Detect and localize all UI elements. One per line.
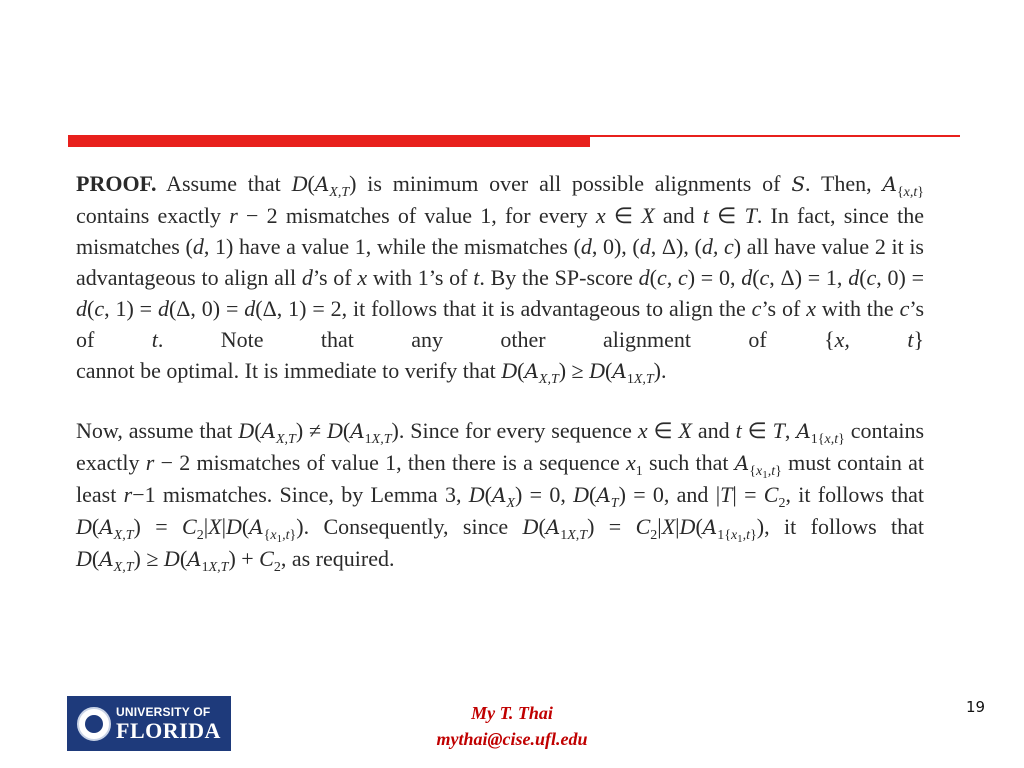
logo-line-1: UNIVERSITY OF — [116, 704, 211, 719]
proof-paragraph-1-end: cannot be optimal. It is immediate to verify that $D(A_{X,T}) \ge D(A_{1X,T})$. — [76, 358, 667, 387]
proof-text — [76, 168, 924, 575]
proof-paragraph-2-end: $D(A_{X,T}) \ge D(A_{1X,T}) + C_2$, as required. — [76, 546, 395, 575]
logo-line-2: FLORIDA — [116, 717, 221, 743]
title-rule-thick — [68, 135, 590, 147]
page-number: 19 — [966, 698, 986, 716]
proof-paragraph-2: Now, assume that $D(A_{X,T}) \ne D(A_{1X,T})$. Since for every sequence x ∈ X and t ∈ T, $A_{1\{x,t\}}$ contains exactly r − 2 mismatches of value 1, then there is a sequence $x_1$ such that $A_{\{x_1,t\}}$ must contain at least r−1 mismatches. Since, by Lemma 3, $D(A_X) = 0$, $D(A_T) = 0$, and $|T| = C_2$, it follows that $D(A_{X,T}) = C_2|X|D(A_{\{x_1,t\}})$. Consequently, since $D(A_{1X,T}) = C_2|X|D(A_{1\{x_1,t\}})$, it follows that — [76, 418, 925, 545]
proof-paragraph-1: PROOF. Assume that $D(A_{X,T})$ is minimum over all possible alignments of S. Then, $A_{\{x,t\}}$ contains exactly r − 2 mismatches of value 1, for every x ∈ X and t ∈ T. In fact, since the mismatches (d, 1) have a value 1, while the mismatches (d, 0), (d, Δ), (d, c) all have value 2 it is advantageous to align all d’s of x with 1’s of t. By the SP-score d(c, c) = 0, d(c, Δ) = 1, d(c, 0) = d(c, 1) = d(Δ, 0) = d(Δ, 1) = 2, it follows that it is advantageous to align the c’s of x with the c’s of t. Note that any other alignment of {x, t} — [76, 171, 925, 352]
proof-heading: PROOF. — [76, 171, 157, 196]
footer-author-block — [0, 700, 1024, 752]
footer-author: My T. Thai — [471, 703, 553, 723]
footer-email: mythai@cise.ufl.edu — [436, 729, 588, 749]
